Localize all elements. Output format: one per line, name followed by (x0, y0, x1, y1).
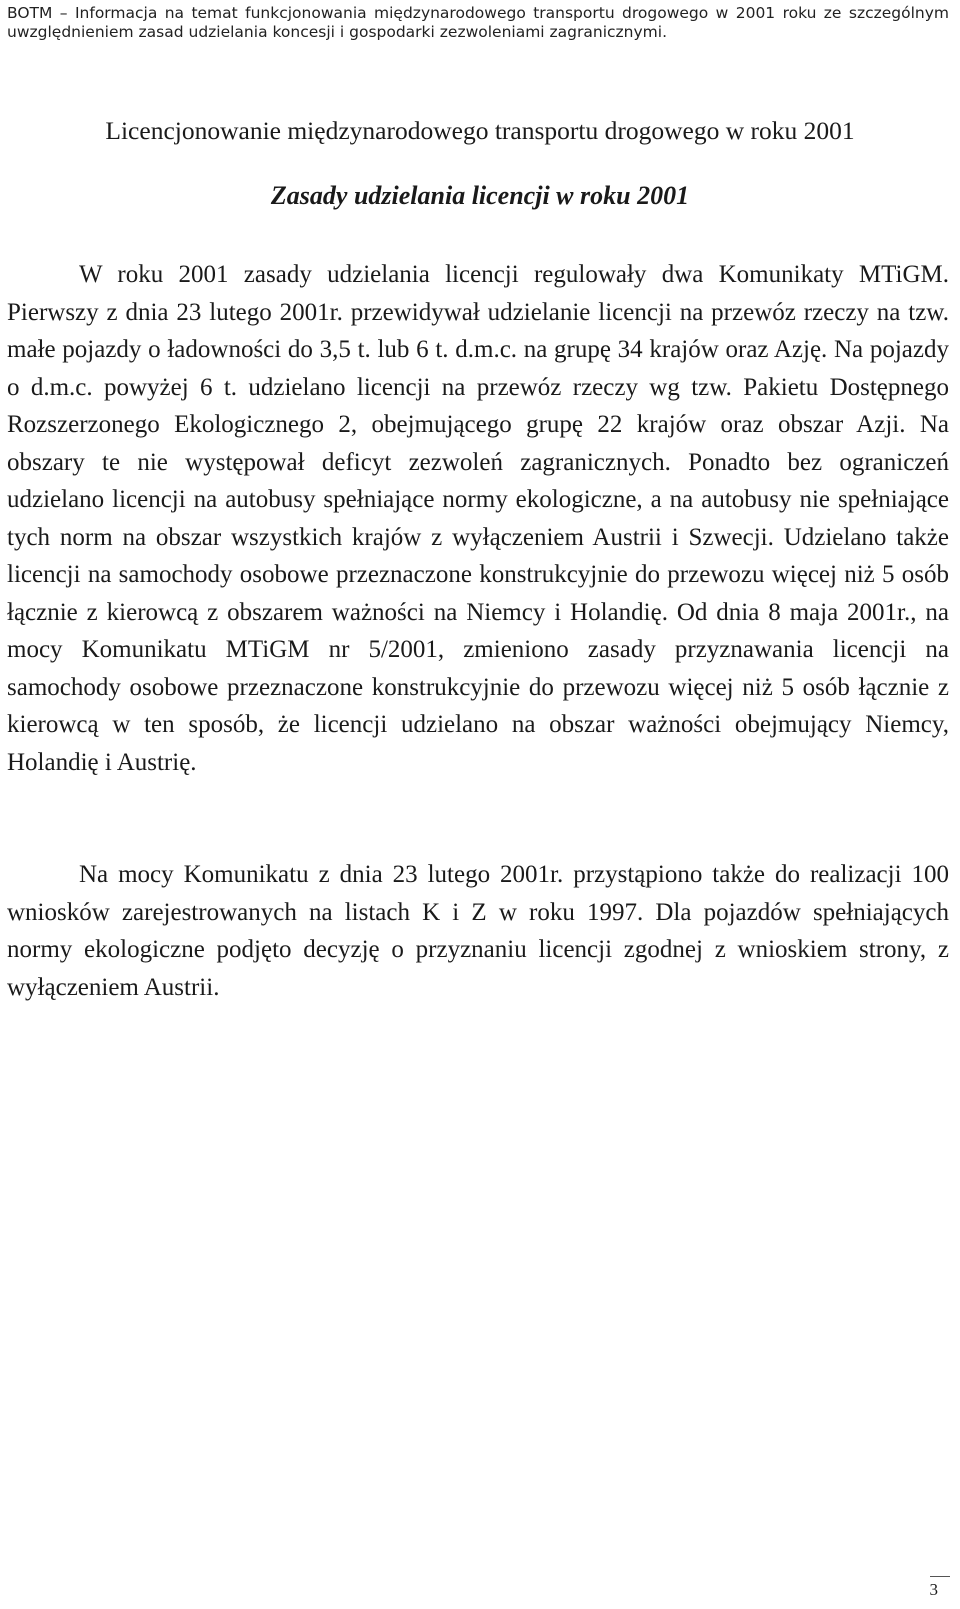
header-text: Informacja na temat funkcjonowania międzynarodowego transportu drogowego w 2001 roku ze szczególnym uwzględnieniem zasad udzielania koncesji i gospodarki zezwoleniami zagranicznymi. (7, 4, 949, 41)
footer-rule (930, 1576, 950, 1577)
page-number: 3 (929, 1580, 938, 1599)
section-heading: Zasady udzielania licencji w roku 2001 (270, 181, 690, 210)
running-header (7, 4, 949, 42)
body-paragraph-2: Na mocy Komunikatu z dnia 23 lutego 2001r. przystąpiono także do realizacji 100 wniosków zarejestrowanych na listach K i Z w roku 1997. Dla pojazdów spełniających normy ekologiczne podjęto decyzję o przyznaniu licencji zgodnej z wnioskiem strony, z wyłączeniem Austrii. (7, 861, 949, 1001)
header-brand: BOTM – (7, 4, 68, 22)
document-title: Licencjonowanie międzynarodowego transportu drogowego w roku 2001 (105, 116, 855, 145)
body-paragraph-1: W roku 2001 zasady udzielania licencji regulowały dwa Komunikaty MTiGM. Pierwszy z dnia 23 lutego 2001r. przewidywał udzielanie licencji na przewóz rzeczy na tzw. małe pojazdy o ładowności do 3,5 t. lub 6 t. d.m.c. na grupę 34 krajów oraz Azję. Na pojazdy o d.m.c. powyżej 6 t. udzielano licencji na przewóz rzeczy wg tzw. Pakietu Dostępnego Rozszerzonego Ekologicznego 2, obejmującego grupę 22 krajów oraz obszar Azji. Na obszary te nie występował deficyt zezwoleń zagranicznych. Ponadto bez ograniczeń udzielano licencji na autobusy spełniające normy ekologiczne, a na autobusy nie spełniające tych norm na obszar wszystkich krajów z wyłączeniem Austrii i Szwecji. Udzielano także licencji na samochody osobowe przeznaczone konstrukcyjnie do przewozu więcej niż 5 osób łącznie z kierowcą z obszarem ważności na Niemcy i Holandię. Od dnia 8 maja 2001r., na mocy Komunikatu MTiGM nr 5/2001, zmieniono zasady przyznawania licencji na samochody osobowe przeznaczone konstrukcyjnie do przewozu więcej niż 5 osób łącznie z kierowcą w ten sposób, że licencji udzielano na obszar ważności obejmujący Niemcy, Holandię i Austrię. (7, 261, 949, 776)
